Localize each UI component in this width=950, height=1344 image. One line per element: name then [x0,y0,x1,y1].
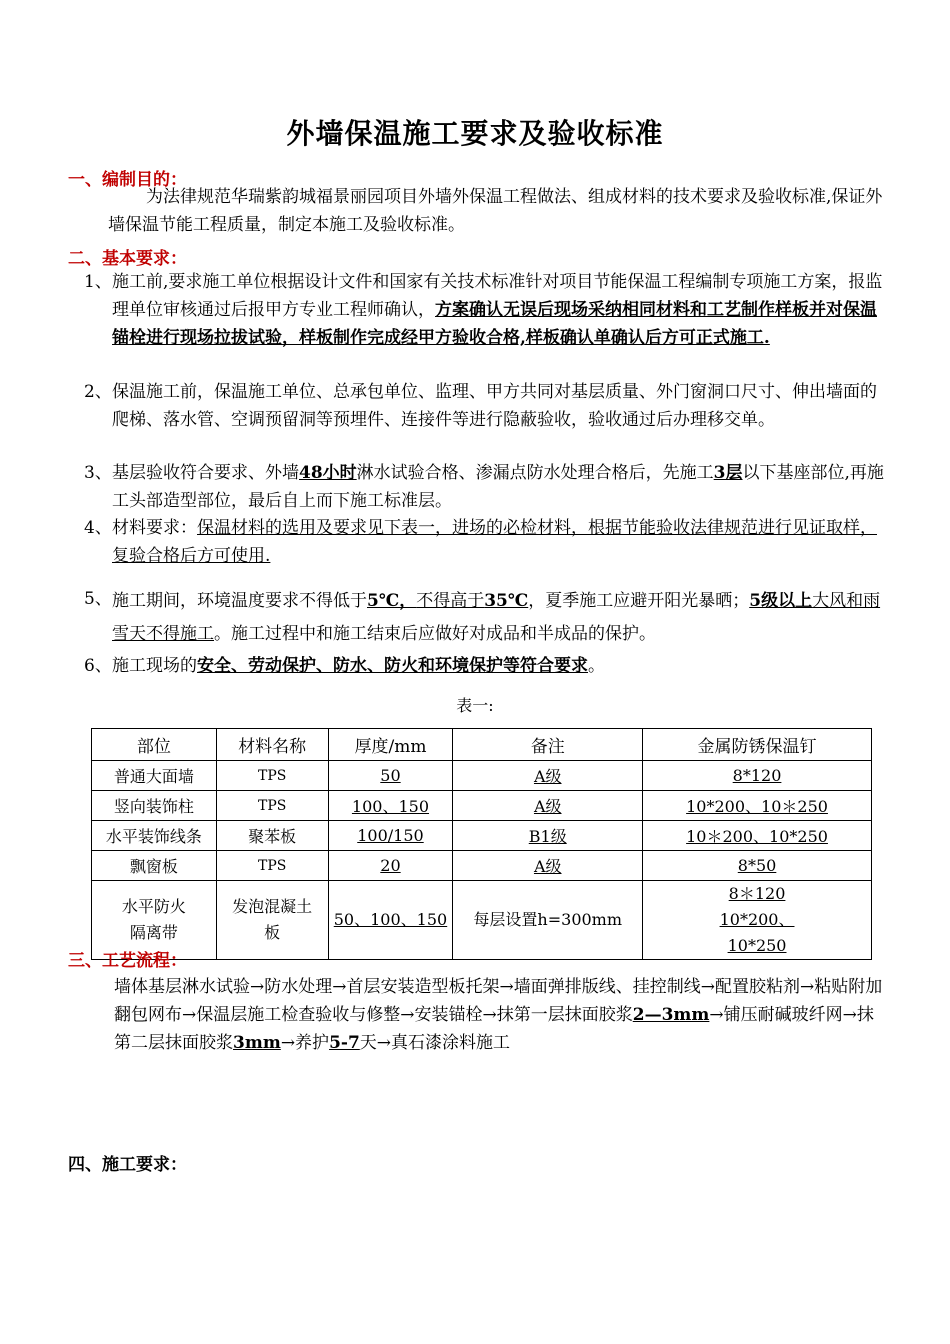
cell-material: 发泡混凝土板 [216,881,328,960]
item-number: 1、 [84,272,112,292]
materials-table [91,728,872,960]
text-run: 施工现场的 [112,656,197,676]
cell-remark: A级 [453,851,643,881]
text-run: 材料要求： [112,518,197,538]
table-row [92,821,872,851]
text-run: 淋水试验合格、渗漏点防水处理合格后，先施工 [356,463,714,483]
text-run: 施工前,要求施工单位根据设计文件和国家有关技术标准针对项目节能保温工程编制专项施工方案，报监理单位审核通过后报甲方专业工程师确认， [112,272,883,320]
item-number: 3、 [84,463,112,483]
text-run: 大风和雨雪天不得施工 [112,591,881,644]
cell-remark: 每层设置h=300mm [453,881,643,960]
requirement-item-6 [84,652,884,680]
requirement-item-4 [84,514,884,570]
cell-material: TPS [216,791,328,821]
text-run: 保温材料的选用及要求见下表一，进场的必检材料，根据节能验收法律规范进行见证取样，复验合格后方可使用. [112,518,877,566]
cell-thickness: 20 [328,851,453,881]
cell-anchor: 10＊200、10*250 [643,821,872,851]
cell-anchor: 8＊120 10*200、10*250 [643,881,872,960]
item-number: 2、 [84,382,112,402]
text-run: ，夏季施工应避开阳光暴晒； [528,591,750,611]
text-run: 3mm [233,1033,281,1053]
text-run: 。施工过程中和施工结束后应做好对成品和半成品的保护。 [214,624,656,644]
cell-anchor: 8*120 [643,761,872,791]
section-heading-construction-requirements: 四、施工要求： [68,1155,187,1175]
text-run: 安全、劳动保护、防水、防火和环境保护等符合要求 [197,656,588,676]
item-number: 5、 [84,589,112,609]
section-heading-process-flow: 三、工艺流程： [68,951,187,971]
text-run: 施工期间，环境温度要求不得低于 [112,591,367,611]
text-run: 。 [588,656,605,676]
header-cell: 材料名称 [216,729,328,761]
document-title: 外墙保温施工要求及验收标准 [286,117,664,150]
header-cell: 厚度/mm [328,729,453,761]
section-heading-basic-requirements: 二、基本要求： [68,249,187,269]
header-cell: 金属防锈保温钉 [643,729,872,761]
cell-location: 普通大面墙 [92,761,217,791]
requirement-item-3 [84,459,884,515]
text-run: 5-7 [329,1033,360,1053]
cell-location: 水平防火隔离带 [92,881,217,960]
cell-material: TPS [216,851,328,881]
item-number: 4、 [84,518,112,538]
text-run: 以下基座部位,再施工头部造型部位，最后自上而下施工标准层。 [112,463,884,511]
cell-anchor: 10*200、10＊250 [643,791,872,821]
text-run: 35℃ [484,591,529,611]
requirement-item-1 [84,268,884,352]
requirement-item-2 [84,378,884,434]
process-flow-text [114,973,884,1057]
cell-anchor: 8*50 [643,851,872,881]
table-header-row [92,729,872,761]
text-run: 2—3mm [632,1005,710,1025]
text-run: 保温施工前，保温施工单位、总承包单位、监理、甲方共同对基层质量、外门窗洞口尺寸、伸出墙面的爬梯、落水管、空调预留洞等预埋件、连接件等进行隐蔽验收，验收通过后办理移交单。 [112,382,877,430]
header-cell: 部位 [92,729,217,761]
cell-remark: A级 [453,761,643,791]
cell-remark: B1级 [453,821,643,851]
item-number: 6、 [84,656,112,676]
section-heading-purpose: 一、编制目的： [68,170,187,190]
text-run: 5级以上 [749,591,813,611]
cell-thickness: 100/150 [328,821,453,851]
cell-material: TPS [216,761,328,791]
cell-thickness: 100、150 [328,791,453,821]
text-run: 48小时 [299,463,357,483]
table-row [92,851,872,881]
table-caption: 表一: [456,696,494,715]
table-row [92,761,872,791]
item-body [112,459,884,515]
text-run: 墙体基层淋水试验→防水处理→首层安装造型板托架→墙面弹排版线、挂控制线→配置胶粘剂→粘贴附加翻包网布→保温层施工检查验收与修整→安装锚栓→抹第一层抹面胶浆 [114,977,883,1025]
item-body [112,585,884,651]
purpose-text: 为法律规范华瑞紫韵城福景丽园项目外墙外保温工程做法、组成材料的技术要求及验收标准,保证外墙保温节能工程质量，制定本施工及验收标准。 [108,187,883,235]
text-run: 基层验收符合要求、外墙 [112,463,299,483]
item-body [112,268,884,352]
text-run: →养护 [280,1033,330,1053]
cell-location: 水平装饰线条 [92,821,217,851]
cell-location: 飘窗板 [92,851,217,881]
text-run: 天→真石漆涂料施工 [359,1033,511,1053]
table-row [92,881,872,960]
cell-thickness: 50 [328,761,453,791]
item-body [112,514,884,570]
text-run: 5℃， [367,591,417,611]
cell-remark: A级 [453,791,643,821]
cell-location: 竖向装饰柱 [92,791,217,821]
header-cell: 备注 [453,729,643,761]
requirement-item-5 [84,585,884,651]
cell-thickness: 50、100、150 [328,881,453,960]
purpose-paragraph [108,183,883,239]
item-body [112,378,884,434]
text-run: 3层 [713,463,743,483]
item-body [112,652,884,680]
text-run: →铺压耐碱玻纤网→抹第二层抹面胶浆 [114,1005,874,1053]
cell-material: 聚苯板 [216,821,328,851]
text-run: 不得高于 [416,591,485,611]
text-run: 方案确认无误后现场采纳相同材料和工艺制作样板并对保温锚栓进行现场拉拔试验，样板制作完成经甲方验收合格,样板确认单确认后方可正式施工. [112,300,877,348]
table-row [92,791,872,821]
